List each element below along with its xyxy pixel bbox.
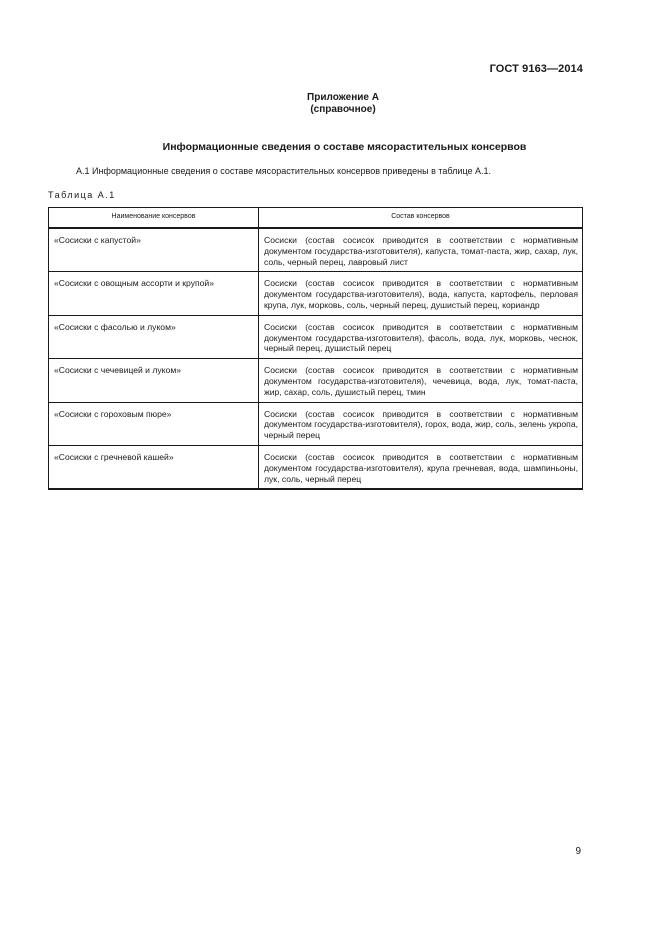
composition-cell: Сосиски (состав сосисок приводится в соответствии с нормативным документом государства-изготовителя), чечевица, вода, лук, томат-паста, жир, сахар, соль, душистый перец, тмин <box>259 359 583 402</box>
composition-table <box>48 207 583 490</box>
composition-cell: Сосиски (состав сосисок приводится в соответствии с нормативным документом государства-изготовителя), крупа гречневая, вода, шампиньоны, лук, соль, черный перец <box>259 445 583 489</box>
appendix-title: Приложение А <box>307 92 379 103</box>
product-name-cell: «Сосиски с фасолью и луком» <box>49 315 259 358</box>
column-header-composition: Состав консервов <box>259 208 583 229</box>
table-row <box>49 402 583 445</box>
table-row <box>49 272 583 315</box>
composition-cell: Сосиски (состав сосисок приводится в соответствии с нормативным документом государства-изготовителя), горох, вода, жир, соль, зелень укропа, черный перец <box>259 402 583 445</box>
page-number: 9 <box>575 846 581 857</box>
table-header-row <box>49 208 583 229</box>
section-heading <box>0 141 661 153</box>
composition-cell: Сосиски (состав сосисок приводится в соответствии с нормативным документом государства-изготовителя), вода, капуста, картофель, перловая крупа, лук, морковь, соль, черный перец, душистый перец, кориандр <box>259 272 583 315</box>
intro-paragraph: А.1 Информационные сведения о составе мясорастительных консервов приведены в таблице А.1. <box>76 166 492 176</box>
composition-cell: Сосиски (состав сосисок приводится в соответствии с нормативным документом государства-изготовителя), капуста, томат-паста, жир, сахар, лук, соль, черный перец, лавровый лист <box>259 228 583 272</box>
section-heading-text: Информационные сведения о составе мясорастительных консервов <box>162 141 527 153</box>
table-row <box>49 445 583 489</box>
table-row <box>49 228 583 272</box>
appendix-heading <box>0 92 661 116</box>
column-header-name: Наименование консервов <box>49 208 259 229</box>
table-row <box>49 359 583 402</box>
product-name-cell: «Сосиски с капустой» <box>49 228 259 272</box>
product-name-cell: «Сосиски с гороховым пюре» <box>49 402 259 445</box>
appendix-subtitle: (справочное) <box>310 104 376 115</box>
document-code: ГОСТ 9163—2014 <box>489 63 583 75</box>
product-name-cell: «Сосиски с гречневой кашей» <box>49 445 259 489</box>
product-name-cell: «Сосиски с чечевицей и луком» <box>49 359 259 402</box>
product-name-cell: «Сосиски с овощным ассорти и крупой» <box>49 272 259 315</box>
composition-cell: Сосиски (состав сосисок приводится в соответствии с нормативным документом государства-изготовителя), фасоль, вода, лук, морковь, чеснок, черный перец, душистый перец <box>259 315 583 358</box>
table-row <box>49 315 583 358</box>
table-caption: Таблица А.1 <box>48 190 116 200</box>
